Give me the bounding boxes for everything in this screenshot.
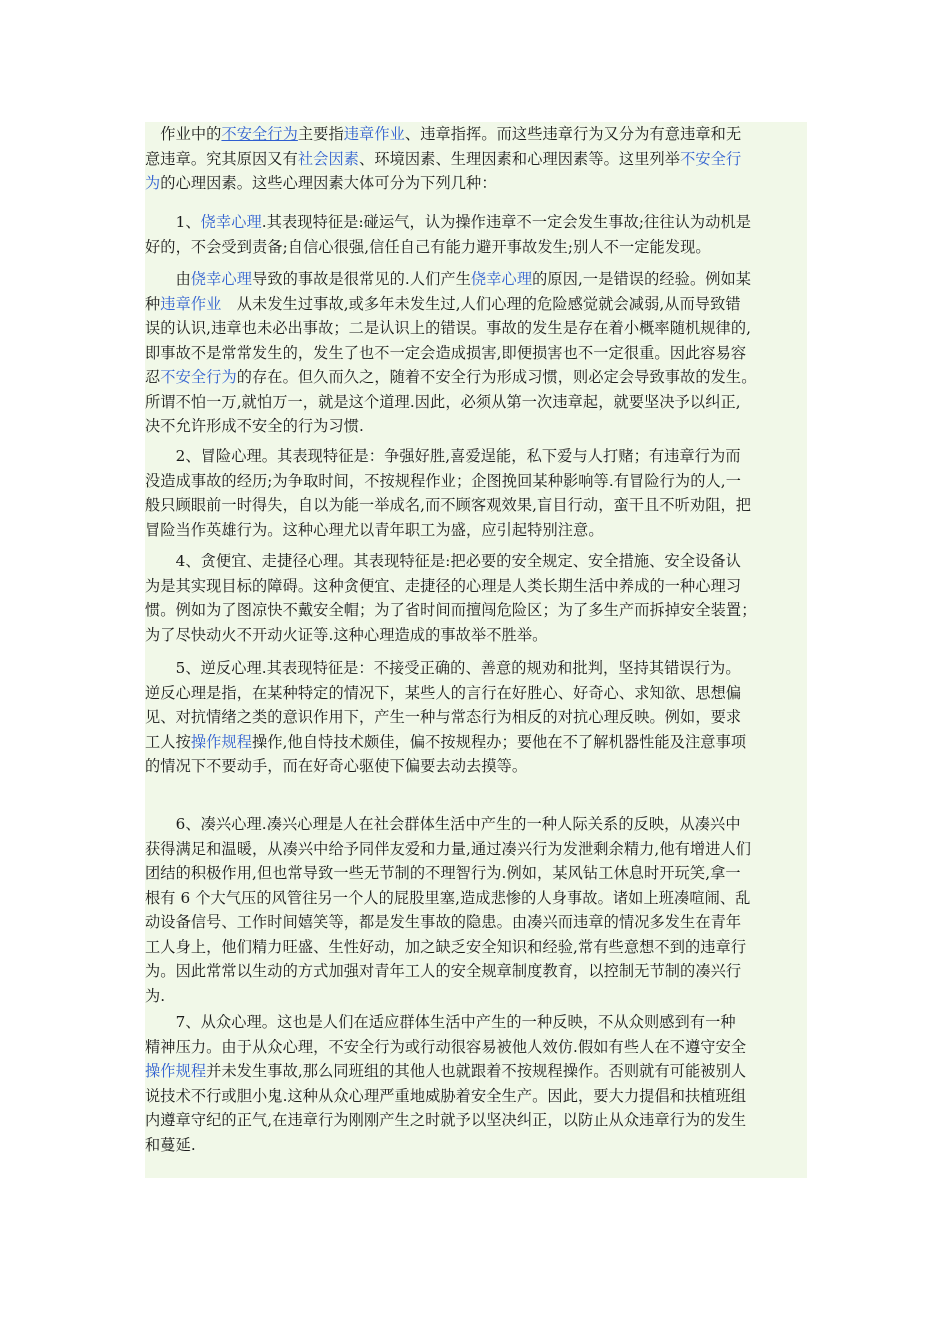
text-span: 精神压力。由于从众心理，不安全行为或行动很容易被他人效仿.假如有些人在不遵守安全 <box>145 1037 747 1056</box>
article-body <box>145 122 807 1178</box>
text-line <box>145 812 807 836</box>
text-line <box>145 235 807 259</box>
text-span: 的原因,一是错误的经验。例如某 <box>532 270 752 288</box>
text-line <box>145 341 807 365</box>
text-span: 为. <box>145 986 166 1005</box>
text-line <box>145 910 807 934</box>
text-line <box>145 1133 807 1157</box>
keyword-link[interactable]: 侥幸心理 <box>190 270 253 288</box>
keyword-link[interactable]: 侥幸心理 <box>200 213 262 231</box>
text-line <box>145 730 807 754</box>
text-line <box>145 681 807 705</box>
text-line <box>145 469 807 493</box>
text-span: 和蔓延. <box>145 1135 196 1154</box>
text-line <box>145 1010 807 1034</box>
text-span: 所谓不怕一万,就怕万一，就是这个道理.因此，必须从第一次违章起，就要坚决予以纠正, <box>145 392 741 411</box>
text-line <box>145 1108 807 1132</box>
text-line <box>145 1084 807 1108</box>
text-span: 即事故不是常常发生的，发生了也不一定会造成损害,即便损害也不一定很重。因此容易容 <box>145 343 747 362</box>
text-span: 、环境因素、生理因素和心理因素等。这里列举 <box>359 149 681 168</box>
keyword-link[interactable]: 不安全行为 <box>221 125 298 143</box>
text-span: 决不允许形成不安全的行为习惯. <box>145 417 364 435</box>
keyword-link[interactable]: 操作规程 <box>145 1062 207 1080</box>
text-line <box>145 414 807 438</box>
text-span: 逆反心理是指，在某种特定的情况下，某些人的言行在好胜心、好奇心、求知欲、思想偏 <box>145 683 742 702</box>
text-line <box>145 316 807 340</box>
text-span: 的心理因素。这些心理因素大体可分为下列几种： <box>160 174 497 192</box>
text-line <box>145 390 807 414</box>
text-span: 冒险当作英雄行为。这种心理尤以青年职工为盛，应引起特别注意。 <box>145 520 604 539</box>
text-line <box>145 171 807 195</box>
text-line <box>145 598 807 622</box>
text-span: 操作,他自恃技术颇佳，偏不按规程办；要他在不了解机器性能及注意事项 <box>252 732 747 751</box>
text-line <box>145 959 807 983</box>
text-line <box>145 122 807 146</box>
text-span: 没造成事故的经历;为争取时间，不按规程作业；企图挽回某种影响等.有冒险行为的人,一 <box>145 471 741 490</box>
text-span: 2、冒险心理。其表现特征是：争强好胜,喜爱逞能，私下爱与人打赌；有违章行为而 <box>145 447 741 465</box>
keyword-link[interactable]: 为 <box>145 174 161 192</box>
text-span: 为。因此常常以生动的方式加强对青年工人的安全规章制度教育，以控制无节制的凑兴行 <box>145 962 742 980</box>
text-line <box>145 1035 807 1059</box>
text-line <box>145 623 807 647</box>
text-span: 7、从众心理。这也是人们在适应群体生活中产生的一种反映，不从众则感到有一种 <box>145 1013 736 1031</box>
text-span: 惯。例如为了图凉快不戴安全帽；为了省时间而擅闯危险区；为了多生产而拆掉安全装置； <box>145 601 757 619</box>
text-line <box>145 754 807 778</box>
text-span: 4、贪便宜、走捷径心理。其表现特征是:把必要的安全规定、安全措施、安全设备认 <box>145 552 741 570</box>
text-line <box>145 292 807 316</box>
text-span: 5、逆反心理.其表现特征是：不接受正确的、善意的规劝和批判，坚持其错误行为。 <box>145 659 741 677</box>
text-span: 好的，不会受到责备;自信心很强,信任自己有能力避开事故发生;别人不一定能发现。 <box>145 237 711 256</box>
text-span: 为是其实现目标的障碍。这种贪便宜、走捷径的心理是人类长期生活中养成的一种心理习 <box>145 576 742 595</box>
text-span: 的存在。但久而久之，随着不安全行为形成习惯，则必定会导致事故的发生。 <box>236 368 757 386</box>
text-line <box>145 444 807 468</box>
text-span: 为了尽快动火不开动火证等.这种心理造成的事故举不胜举。 <box>145 625 548 644</box>
keyword-link[interactable]: 违章作业 <box>343 125 405 143</box>
text-span: 见、对抗情绪之类的意识作用下，产生一种与常态行为相反的对抗心理反映。例如，要求 <box>145 708 742 726</box>
text-line <box>145 705 807 729</box>
text-span: 团结的积极作用,但也常导致一些无节制的不理智行为.例如，某风钻工休息时开玩笑,拿一 <box>145 864 741 882</box>
keyword-link[interactable]: 社会因素 <box>297 149 360 168</box>
keyword-link[interactable]: 违章作业 <box>160 294 222 313</box>
text-span: 作业中的 <box>145 125 222 143</box>
text-span: 由 <box>145 270 191 288</box>
keyword-link[interactable]: 侥幸心理 <box>470 270 533 288</box>
keyword-link[interactable]: 不安全行为 <box>160 368 237 386</box>
text-span: 说技术不行或胆小鬼.这种从众心理严重地威胁着安全生产。因此，要大力提倡和扶植班组 <box>145 1086 747 1105</box>
text-span: 内遵章守纪的正气,在违章行为刚刚产生之时就予以坚决纠正，以防止从众违章行为的发生 <box>145 1111 747 1129</box>
text-line <box>145 267 807 291</box>
text-span: 工人身上，他们精力旺盛、生性好动，加之缺乏安全知识和经验,常有些意想不到的违章行 <box>145 937 747 956</box>
text-span: .其表现特征是:碰运气，认为操作违章不一定会发生事故;往往认为动机是 <box>261 213 752 231</box>
text-line <box>145 861 807 885</box>
text-span: 、违章指挥。而这些违章行为又分为有意违章和无 <box>404 125 742 143</box>
text-span: 主要指 <box>297 125 344 143</box>
text-line <box>145 365 807 389</box>
text-span: 根有 6 个大气压的风管往另一个人的屁股里塞,造成悲惨的人身事故。诸如上班凑喧闹、乱 <box>145 888 751 907</box>
text-line <box>145 549 807 573</box>
text-span: 动设备信号、工作时间嬉笑等，都是发生事故的隐患。由凑兴而违章的情况多发生在青年 <box>145 913 742 931</box>
text-span: 1、 <box>145 213 201 231</box>
text-span: 的情况下不要动手，而在好奇心驱使下偏要去动去摸等。 <box>145 757 528 775</box>
text-span: 意违章。究其原因又有 <box>145 149 298 168</box>
text-line <box>145 147 807 171</box>
text-span: 误的认识,违章也未必出事故；二是认识上的错误。事故的发生是存在着小概率随机规律的, <box>145 319 752 337</box>
text-line <box>145 210 807 234</box>
text-span: 获得满足和温暖，从凑兴中给予同伴友爱和力量,通过凑兴行为发泄剩余精力,他有增进人们 <box>145 839 752 858</box>
text-span: 般只顾眼前一时得失，自以为能一举成名,而不顾客观效果,盲目行动，蛮干且不听劝阻，把 <box>145 496 752 514</box>
keyword-link[interactable]: 不安全行 <box>680 149 742 168</box>
text-span: 从未发生过事故,或多年未发生过,人们心理的危险感觉就会减弱,从而导致错 <box>221 294 741 313</box>
text-span: 并未发生事故,那么同班组的其他人也就跟着不按规程操作。否则就有可能被别人 <box>206 1062 747 1080</box>
text-line <box>145 1059 807 1083</box>
text-span: 工人按 <box>145 732 191 751</box>
text-line <box>145 493 807 517</box>
text-span: 导致的事故是很常见的.人们产生 <box>252 270 471 288</box>
text-span: 6、凑兴心理.凑兴心理是人在社会群体生活中产生的一种人际关系的反映，从凑兴中 <box>145 815 741 833</box>
text-span: 忍 <box>145 368 161 386</box>
text-line <box>145 984 807 1008</box>
text-line <box>145 574 807 598</box>
text-span: 种 <box>145 294 161 313</box>
text-line <box>145 656 807 680</box>
text-line <box>145 935 807 959</box>
text-line <box>145 518 807 542</box>
text-line <box>145 837 807 861</box>
text-line <box>145 886 807 910</box>
keyword-link[interactable]: 操作规程 <box>190 732 253 751</box>
